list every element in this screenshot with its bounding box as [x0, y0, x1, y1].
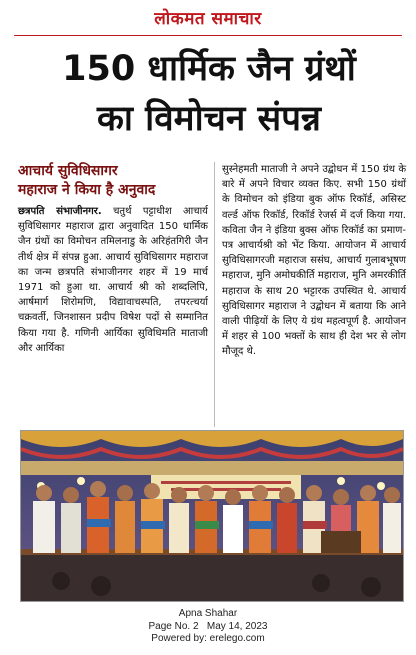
article-body-left: [18, 204, 208, 356]
article-column-left: [18, 162, 208, 356]
dateline: छत्रपति संभाजीनगर.: [18, 206, 102, 217]
event-photo: [20, 430, 404, 602]
article-body-right: सुस्नेहमती माताजी ने अपने उद्बोधन में 150 ग्रंथ के बारे में अपने विचार व्यक्त किए. सभी 150 ग्रंथों के विमोचन को इंडिया बुक ऑफ रिकॉर्ड, असिस्ट वर्ल्ड ऑफ रिकॉर्ड, रिकॉर्ड रेजर्स में दर्ज किया गया. कविता जैन ने इंडिया बुक्स ऑफ रिकॉर्ड का प्रमाण-पत्र आचार्यश्री को भेंट किया. आयोजन में आचार्य सुविधिसागरजी महाराज ससंघ, आचार्य गुलाबभूषण महाराज, मुनि अमोघकीर्ति महाराज, मुनि अमरकीर्ति महाराज के साथ 20 भट्टारक उपस्थित थे. आचार्य सुविधिसागर महाराज ने उद्बोधन में बताया कि आने वाली पीढ़ियों के लिए ये ग्रंथ महत्वपूर्ण है. आयोजन में शहर से 100 भक्तों के साथ ही देश भर से लोग मौजूद थे.: [222, 164, 406, 358]
event-photo-illustration: [21, 431, 403, 601]
footer-powered-by: Powered by: erelego.com: [151, 633, 265, 644]
headline-line-1: 150 धार्मिक जैन ग्रंथों: [62, 49, 356, 89]
footer-page-date: Page No. 2 May 14, 2023: [148, 620, 268, 632]
masthead-title: लोकमत समाचार: [154, 9, 262, 29]
headline-line-2: का विमोचन संपन्न: [97, 99, 321, 139]
subheadline-line-1: आचार्य सुविधिसागर: [18, 163, 118, 179]
footer-publication: Apna Shahar: [178, 608, 238, 619]
column-divider: [214, 162, 215, 427]
article-text-left: चतुर्थ पट्टाधीश आचार्य सुविधिसागर महाराज द्वारा अनुवादित 150 धार्मिक जैन ग्रंथों का विमोचन तमिलनाडु के अरिहंतगिरी जैन तीर्थ क्षेत्र में संपन्न हुआ. आचार्य सुविधिसागर महाराज का जन्म छत्रपति संभाजीनगर शहर में 19 मार्च 1971 को हुआ था. आचार्य श्री को शब्दलिपि, आर्षमार्ग शिरोमणि, विद्यावाचस्पति, तपरत्चर्या चक्रवर्ती, जिनशासन प्रदीप विषेश पदों से सम्मानित किया गया है. गणिनी आर्यिका सुविधिमति माताजी और आर्यिका: [18, 206, 208, 354]
footer: [0, 608, 416, 646]
subheadline: [18, 162, 208, 200]
headline: [14, 44, 404, 144]
subheadline-line-2: महाराज ने किया है अनुवाद: [18, 182, 156, 198]
masthead: [0, 6, 416, 32]
masthead-rule: [14, 35, 402, 36]
article-column-right: [222, 162, 406, 360]
